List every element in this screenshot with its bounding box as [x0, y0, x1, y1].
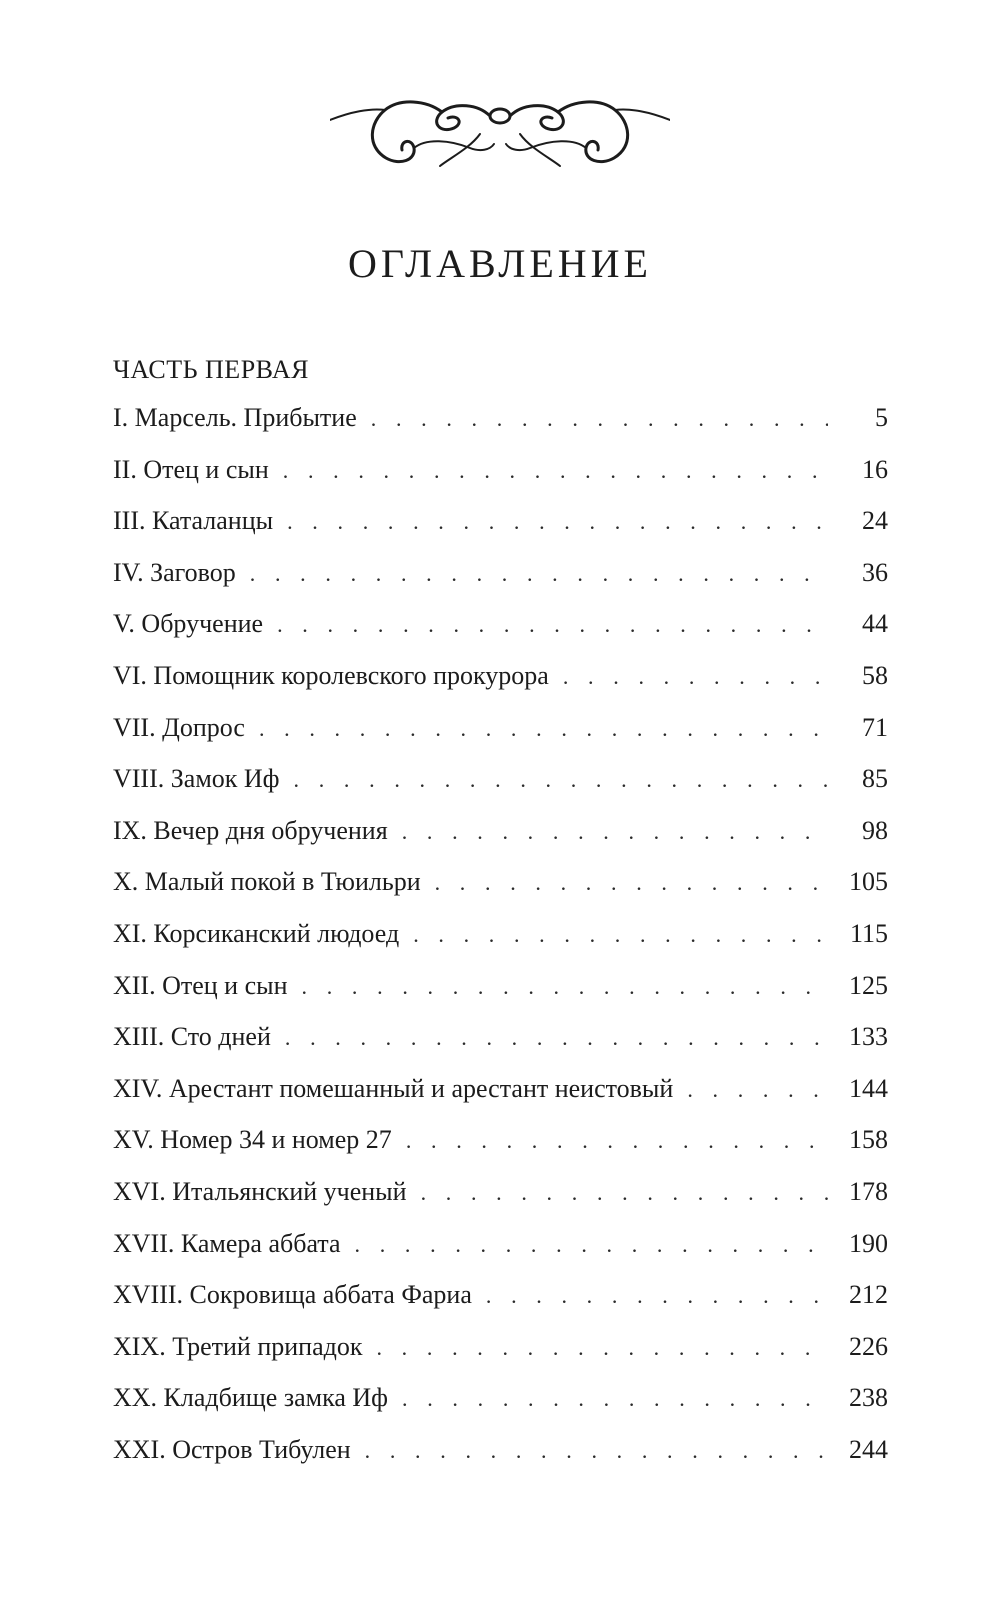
toc-entry[interactable]: [113, 1074, 888, 1126]
chapter-title: XX. Кладбище замка Иф: [113, 1383, 389, 1413]
dot-leader: [259, 716, 828, 742]
page-number: 178: [849, 1176, 888, 1206]
dot-leader: [376, 1335, 828, 1361]
chapter-title: XV. Номер 34 и номер 27: [113, 1125, 392, 1155]
chapter-title: XIV. Арестант помешанный и арестант неистовый: [113, 1073, 674, 1103]
dot-leader: [421, 1180, 828, 1206]
chapter-title: XVI. Итальянский ученый: [113, 1176, 407, 1206]
dot-leader: [302, 974, 828, 1000]
toc-entry[interactable]: [113, 661, 888, 713]
page-number: 238: [849, 1383, 888, 1413]
page-number: 133: [849, 1022, 888, 1052]
page-title: ОГЛАВЛЕНИЕ: [348, 241, 652, 286]
toc-entry[interactable]: [113, 1022, 888, 1074]
dot-leader: [283, 458, 828, 484]
page-number: 44: [862, 609, 888, 639]
dot-leader: [355, 1232, 828, 1258]
toc-entry[interactable]: [113, 971, 888, 1023]
chapter-title: VI. Помощник королевского прокурора: [113, 660, 549, 690]
toc-entry[interactable]: [113, 403, 888, 455]
page-number: 144: [849, 1073, 888, 1103]
chapter-title: XIX. Третий припадок: [113, 1331, 363, 1361]
page-number: 85: [862, 764, 888, 794]
chapter-title: XVII. Камера аббата: [113, 1228, 341, 1258]
dot-leader: [371, 406, 828, 432]
table-of-contents: [113, 403, 888, 1486]
chapter-title: II. Отец и сын: [113, 454, 269, 484]
page-number: 16: [862, 454, 888, 484]
dot-leader: [563, 664, 828, 690]
toc-entry[interactable]: [113, 1229, 888, 1281]
chapter-title: V. Обручение: [113, 609, 264, 639]
page-number: 212: [849, 1280, 888, 1310]
chapter-title: III. Каталанцы: [113, 506, 274, 536]
chapter-title: IV. Заговор: [113, 557, 236, 587]
toc-entry[interactable]: [113, 1435, 888, 1487]
page-number: 105: [849, 867, 888, 897]
dot-leader: [402, 1386, 828, 1412]
dot-leader: [285, 1025, 828, 1051]
dot-leader: [402, 819, 828, 845]
toc-entry[interactable]: [113, 1383, 888, 1435]
chapter-title: I. Марсель. Прибытие: [113, 403, 357, 432]
dot-leader: [365, 1438, 828, 1464]
dot-leader: [435, 870, 828, 896]
toc-entry[interactable]: [113, 1125, 888, 1177]
page-number: 244: [849, 1434, 888, 1464]
page-number: 115: [849, 918, 888, 948]
toc-entry[interactable]: [113, 764, 888, 816]
dot-leader: [687, 1077, 828, 1103]
toc-entry[interactable]: [113, 1332, 888, 1384]
chapter-title: XIII. Сто дней: [113, 1022, 271, 1052]
dot-leader: [277, 612, 828, 638]
toc-entry[interactable]: [113, 1280, 888, 1332]
chapter-title: VIII. Замок Иф: [113, 764, 280, 794]
chapter-title: XI. Корсиканский людоед: [113, 918, 400, 948]
dot-leader: [486, 1283, 828, 1309]
toc-entry[interactable]: [113, 867, 888, 919]
chapter-title: XXI. Остров Тибулен: [113, 1434, 351, 1464]
page-number: 71: [862, 712, 888, 742]
page-number: 24: [862, 506, 888, 536]
dot-leader: [250, 561, 828, 587]
page-number: 125: [849, 970, 888, 1000]
dot-leader: [287, 509, 828, 535]
toc-entry[interactable]: [113, 919, 888, 971]
toc-entry[interactable]: [113, 816, 888, 868]
page-number: 36: [862, 557, 888, 587]
page-number: 58: [862, 660, 888, 690]
chapter-title: VII. Допрос: [113, 712, 245, 742]
dot-leader: [406, 1128, 828, 1154]
page-number: 5: [875, 403, 888, 432]
dot-leader: [294, 767, 828, 793]
page-number: 190: [849, 1228, 888, 1258]
toc-entry[interactable]: [113, 713, 888, 765]
page-number: 158: [849, 1125, 888, 1155]
dot-leader: [413, 922, 828, 948]
toc-entry[interactable]: [113, 558, 888, 610]
toc-entry[interactable]: [113, 455, 888, 507]
page-number: 226: [849, 1331, 888, 1361]
part-heading: ЧАСТЬ ПЕРВАЯ: [113, 355, 309, 384]
toc-entry[interactable]: [113, 1177, 888, 1229]
chapter-title: XII. Отец и сын: [113, 970, 288, 1000]
toc-entry[interactable]: [113, 506, 888, 558]
chapter-title: IX. Вечер дня обручения: [113, 815, 388, 845]
chapter-title: XVIII. Сокровища аббата Фариа: [113, 1280, 472, 1310]
chapter-title: X. Малый покой в Тюильри: [113, 867, 421, 897]
page-number: 98: [862, 815, 888, 845]
toc-entry[interactable]: [113, 609, 888, 661]
ornamental-flourish-icon: [330, 88, 670, 178]
